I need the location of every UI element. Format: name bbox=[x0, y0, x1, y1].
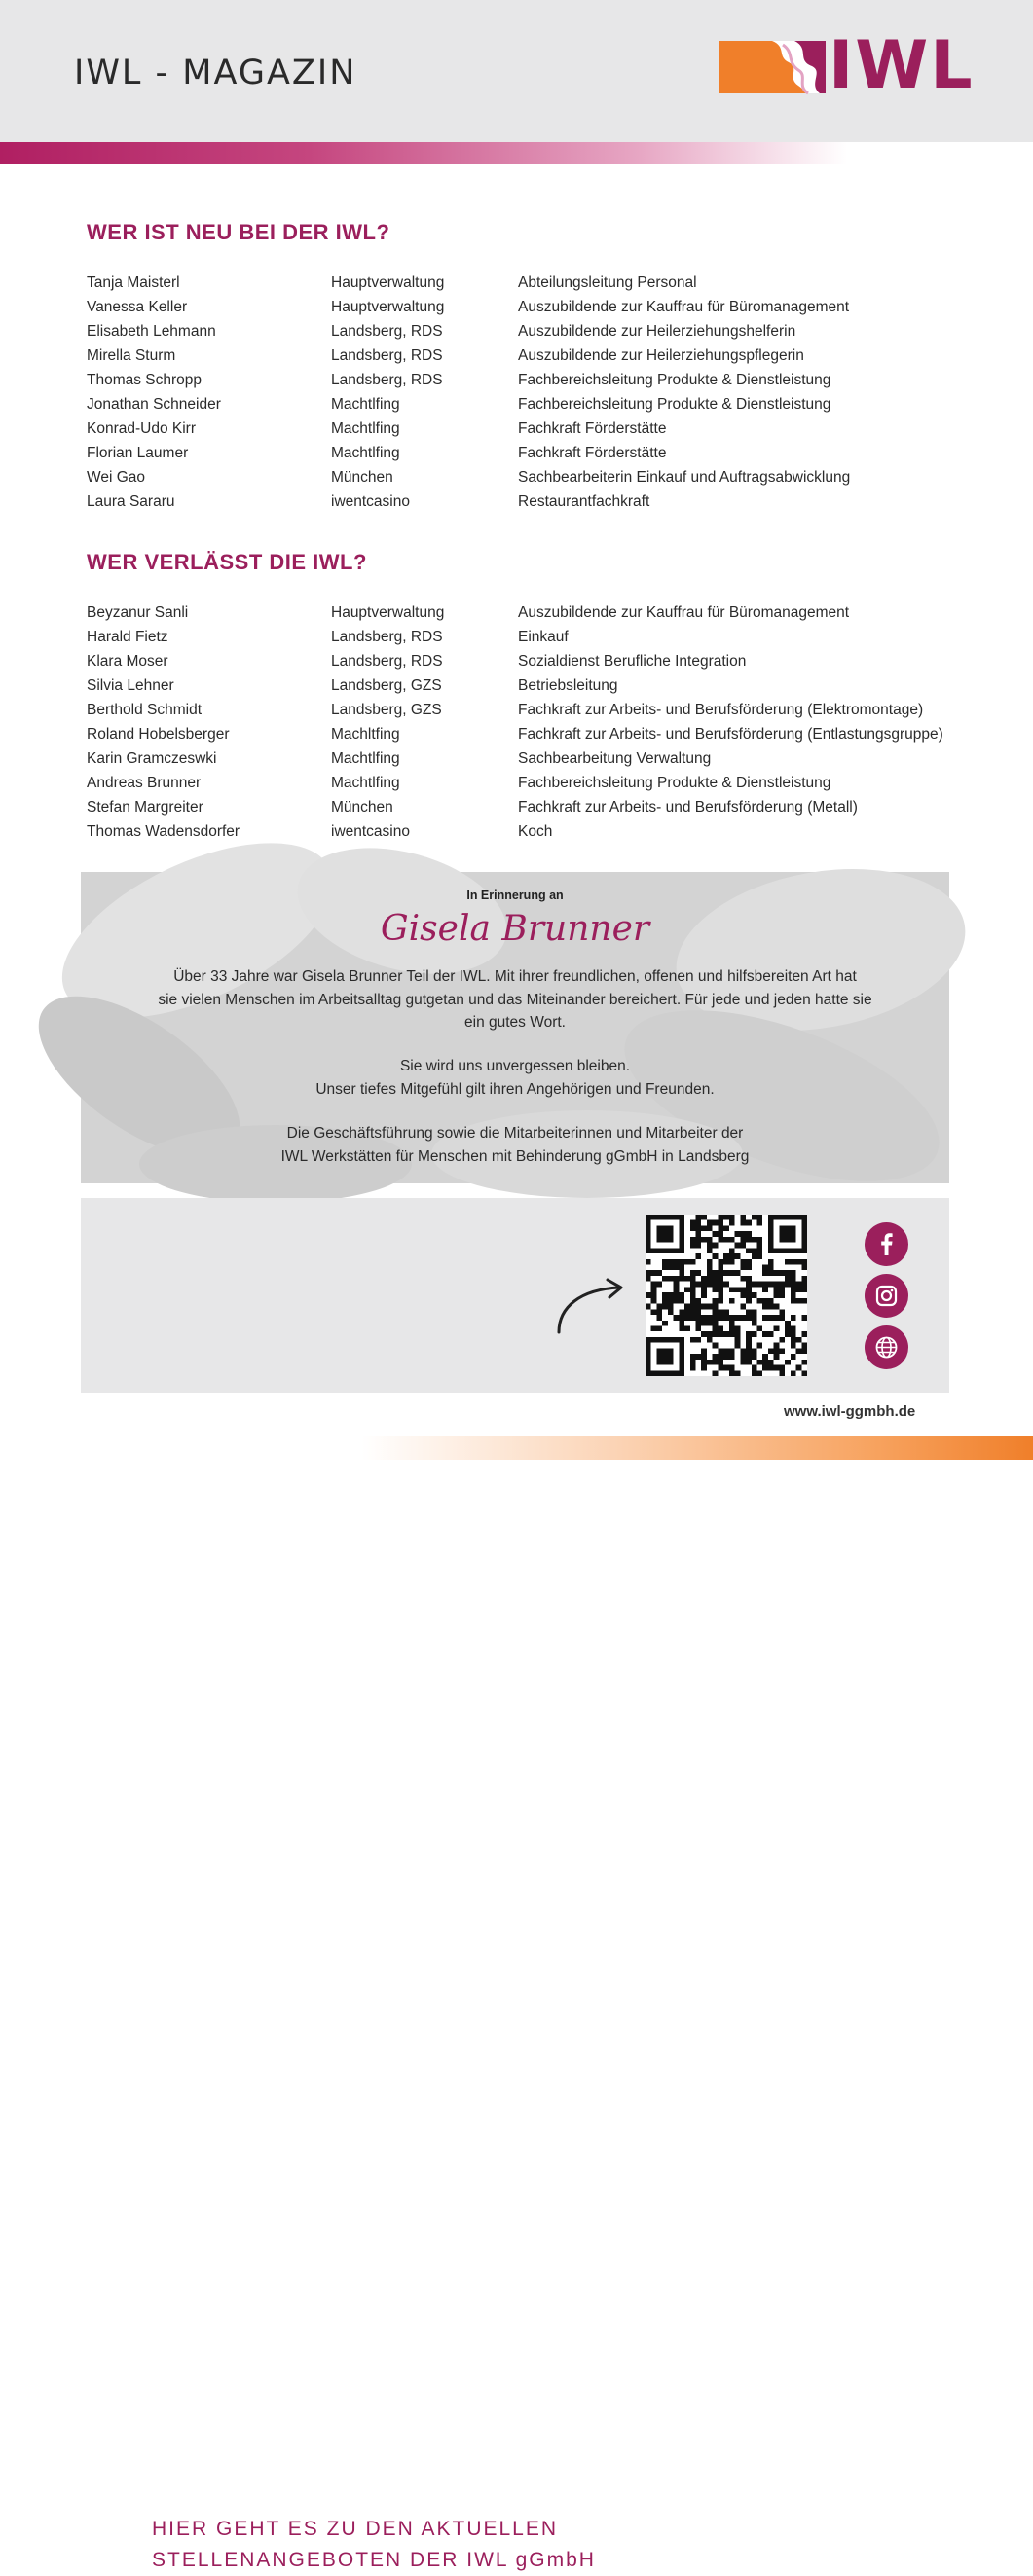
employee-name: Florian Laumer bbox=[87, 445, 189, 461]
location: Landsberg, RDS bbox=[331, 347, 443, 364]
employee-name: Konrad-Udo Kirr bbox=[87, 420, 196, 437]
location: München bbox=[331, 469, 393, 486]
facebook-icon bbox=[865, 1222, 908, 1266]
website-button[interactable] bbox=[865, 1325, 908, 1369]
employee-name: Elisabeth Lehmann bbox=[87, 323, 216, 340]
employee-name: Vanessa Keller bbox=[87, 299, 188, 315]
instagram-button[interactable] bbox=[865, 1274, 908, 1318]
position: Sachbearbeiterin Einkauf und Auftragsabwicklung bbox=[518, 469, 851, 486]
position: Auszubildende zur Heilerziehungspflegerin bbox=[518, 347, 804, 364]
table-row bbox=[87, 344, 992, 368]
new-employees-heading: WER IST NEU BEI DER IWL? bbox=[87, 220, 390, 244]
table-row bbox=[87, 392, 992, 417]
memorial-paragraph-3 bbox=[81, 1122, 949, 1168]
employee-name: Silvia Lehner bbox=[87, 677, 174, 694]
page-header bbox=[0, 0, 1033, 142]
position: Auszubildende zur Kauffrau für Büromanagement bbox=[518, 299, 850, 315]
memorial-line: Sie wird uns unvergessen bleiben. bbox=[399, 1058, 631, 1074]
location: Landsberg, RDS bbox=[331, 653, 443, 670]
employee-name: Thomas Schropp bbox=[87, 372, 203, 388]
employee-name: Jonathan Schneider bbox=[87, 396, 221, 413]
leaving-employees-table bbox=[87, 600, 992, 844]
employee-name: Klara Moser bbox=[87, 653, 168, 670]
memorial-line: ein gutes Wort. bbox=[464, 1014, 566, 1031]
location: Landsberg, RDS bbox=[331, 372, 443, 388]
employee-name: Laura Sararu bbox=[87, 493, 175, 510]
iwl-logo bbox=[719, 27, 975, 104]
memorial-name: Gisela Brunner bbox=[380, 909, 650, 949]
location: München bbox=[331, 799, 393, 816]
jobs-callout bbox=[152, 2514, 596, 2576]
table-row bbox=[87, 465, 992, 490]
logo-mark-icon bbox=[719, 41, 826, 93]
table-row bbox=[87, 698, 992, 722]
instagram-icon bbox=[865, 1274, 908, 1318]
logo-text: IWL bbox=[829, 27, 975, 104]
position: Restaurantfachkraft bbox=[518, 493, 650, 510]
location: Machtlfing bbox=[331, 445, 400, 461]
position: Auszubildende zur Kauffrau für Büromanagement bbox=[518, 604, 850, 621]
globe-icon bbox=[865, 1325, 908, 1369]
location: Landsberg, GZS bbox=[331, 702, 442, 718]
table-row bbox=[87, 441, 992, 465]
table-row bbox=[87, 625, 992, 649]
location: Machtlfing bbox=[331, 396, 400, 413]
location: Hauptverwaltung bbox=[331, 604, 445, 621]
arrow-icon bbox=[551, 1276, 631, 1336]
location: Landsberg, RDS bbox=[331, 629, 443, 645]
table-row bbox=[87, 295, 992, 319]
table-row bbox=[87, 490, 992, 514]
position: Sachbearbeitung Verwaltung bbox=[518, 750, 712, 767]
position: Fachkraft zur Arbeits- und Berufsförderung (Elektromontage) bbox=[518, 702, 924, 718]
jobs-line-2: STELLENANGEBOTEN DER IWL gGmbH bbox=[152, 2549, 596, 2571]
leaving-employees-heading: WER VERLÄSST DIE IWL? bbox=[87, 550, 367, 574]
memorial-line: sie vielen Menschen im Arbeitsalltag gutgetan und das Miteinander bereichert. Für jede und jeden hatte sie bbox=[158, 991, 872, 1008]
table-row bbox=[87, 795, 992, 819]
position: Auszubildende zur Heilerziehungshelferin bbox=[518, 323, 796, 340]
memorial-line: Über 33 Jahre war Gisela Brunner Teil der IWL. Mit ihrer freundlichen, offenen und hilfsbereiten Art hat bbox=[173, 968, 857, 985]
location: Landsberg, RDS bbox=[331, 323, 443, 340]
position: Abteilungsleitung Personal bbox=[518, 274, 697, 291]
table-row bbox=[87, 673, 992, 698]
employee-name: Tanja Maisterl bbox=[87, 274, 180, 291]
position: Fachkraft zur Arbeits- und Berufsförderung (Entlastungsgruppe) bbox=[518, 726, 943, 743]
memorial-line: Unser tiefes Mitgefühl gilt ihren Angehörigen und Freunden. bbox=[315, 1080, 715, 1098]
location: iwentcasino bbox=[331, 823, 410, 840]
position: Fachkraft Förderstätte bbox=[518, 420, 667, 437]
location: iwentcasino bbox=[331, 493, 410, 510]
location: Machltfing bbox=[331, 726, 400, 743]
position: Koch bbox=[518, 823, 553, 840]
memorial-box bbox=[81, 872, 949, 1183]
employee-name: Wei Gao bbox=[87, 469, 146, 486]
position: Sozialdienst Berufliche Integration bbox=[518, 653, 747, 670]
memorial-intro: In Erinnerung an bbox=[466, 889, 564, 902]
location: Hauptverwaltung bbox=[331, 299, 445, 315]
employee-name: Beyzanur Sanli bbox=[87, 604, 189, 621]
employee-name: Berthold Schmidt bbox=[87, 702, 203, 718]
employee-name: Thomas Wadensdorfer bbox=[87, 823, 240, 840]
table-row bbox=[87, 819, 992, 844]
memorial-content bbox=[81, 872, 949, 1183]
memorial-line: IWL Werkstätten für Menschen mit Behinderung gGmbH in Landsberg bbox=[280, 1147, 750, 1165]
header-gradient-bar bbox=[0, 142, 1033, 164]
position: Fachkraft zur Arbeits- und Berufsförderung (Metall) bbox=[518, 799, 858, 816]
qr-code[interactable] bbox=[646, 1215, 807, 1376]
magazine-title: IWL - MAGAZIN bbox=[74, 54, 357, 92]
memorial-paragraph-1 bbox=[81, 965, 949, 1034]
table-row bbox=[87, 600, 992, 625]
facebook-button[interactable] bbox=[865, 1222, 908, 1266]
memorial-line: Die Geschäftsführung sowie die Mitarbeiterinnen und Mitarbeiter der bbox=[286, 1125, 744, 1142]
position: Einkauf bbox=[518, 629, 569, 645]
footer-gradient-bar bbox=[0, 1436, 1033, 1460]
website-url[interactable]: www.iwl-ggmbh.de bbox=[784, 1403, 916, 1420]
position: Fachkraft Förderstätte bbox=[518, 445, 667, 461]
location: Machtlfing bbox=[331, 750, 400, 767]
position: Betriebsleitung bbox=[518, 677, 618, 694]
position: Fachbereichsleitung Produkte & Dienstleistung bbox=[518, 372, 831, 388]
table-row bbox=[87, 319, 992, 344]
location: Hauptverwaltung bbox=[331, 274, 445, 291]
employee-name: Mirella Sturm bbox=[87, 347, 176, 364]
table-row bbox=[87, 417, 992, 441]
jobs-line-1: HIER GEHT ES ZU DEN AKTUELLEN bbox=[152, 2518, 559, 2540]
table-row bbox=[87, 368, 992, 392]
employee-name: Stefan Margreiter bbox=[87, 799, 203, 816]
location: Machtlfing bbox=[331, 420, 400, 437]
employee-name: Harald Fietz bbox=[87, 629, 168, 645]
table-row bbox=[87, 722, 992, 746]
position: Fachbereichsleitung Produkte & Dienstleistung bbox=[518, 775, 831, 791]
table-row bbox=[87, 771, 992, 795]
employee-name: Andreas Brunner bbox=[87, 775, 202, 791]
new-employees-table bbox=[87, 271, 992, 514]
employee-name: Roland Hobelsberger bbox=[87, 726, 230, 743]
table-row bbox=[87, 746, 992, 771]
table-row bbox=[87, 271, 992, 295]
memorial-paragraph-2 bbox=[81, 1055, 949, 1101]
location: Landsberg, GZS bbox=[331, 677, 442, 694]
table-row bbox=[87, 649, 992, 673]
employee-name: Karin Gramczeswki bbox=[87, 750, 217, 767]
location: Machtlfing bbox=[331, 775, 400, 791]
position: Fachbereichsleitung Produkte & Dienstleistung bbox=[518, 396, 831, 413]
